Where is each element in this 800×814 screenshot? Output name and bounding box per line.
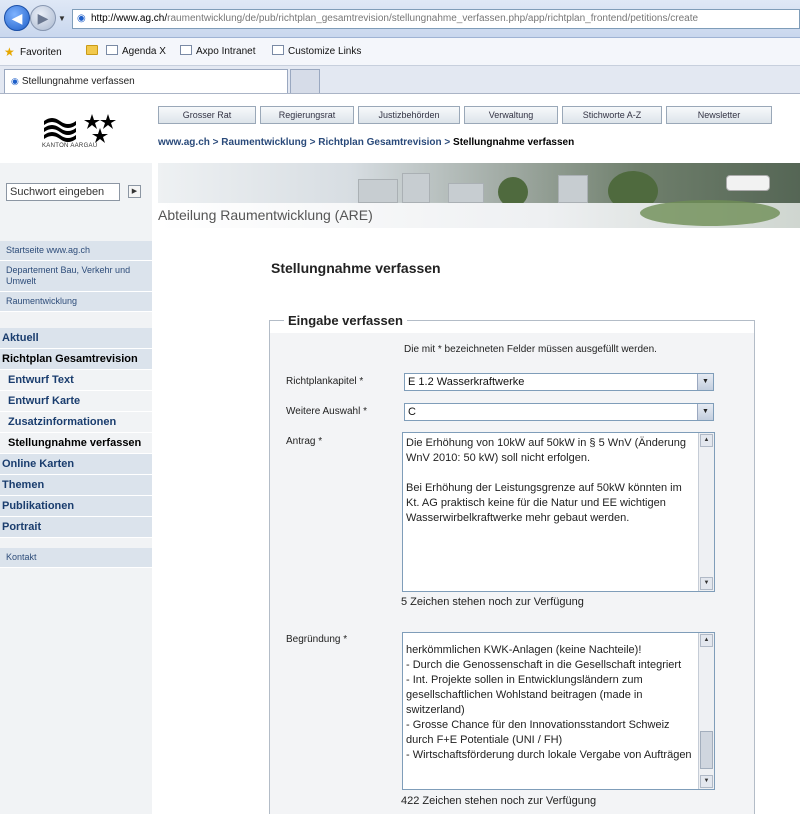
topnav-grosser-rat[interactable]: Grosser Rat <box>158 106 256 124</box>
breadcrumb-link-raumentwicklung[interactable]: Raumentwicklung <box>221 137 307 148</box>
topnav-stichworte[interactable]: Stichworte A-Z <box>562 106 662 124</box>
sidebar-item-online-karten[interactable]: Online Karten <box>0 454 152 475</box>
browser-toolbar <box>0 0 800 38</box>
fav-link-agenda[interactable] <box>106 45 166 57</box>
breadcrumb-separator: > <box>209 137 222 148</box>
sidebar-item-aktuell[interactable]: Aktuell <box>0 328 152 349</box>
address-path: raumentwicklung/de/pub/richtplan_gesamtrevision/stellungnahme_verfassen.php/app/richtplan_frontend/petitions/create <box>167 13 699 24</box>
weitere-auswahl-label: Weitere Auswahl * <box>286 406 367 417</box>
favorites-label: Favoriten <box>20 47 62 58</box>
antrag-paragraph: Die Erhöhung von 10kW auf 50kW in § 5 WnV (Änderung WnV 2010: 50 kW) soll nicht erfolgen. <box>406 437 687 464</box>
fav-link-label: Agenda X <box>122 46 166 57</box>
sidebar-link-kontakt[interactable]: Kontakt <box>0 548 152 568</box>
antrag-paragraph: Bei Erhöhung der Leistungsgrenze auf 50kW könnten im Kt. AG praktisch keine für die Natur und EE wichtigen Wasserwirbelkraftwerke mehr gebaut werden. <box>406 482 682 524</box>
tab-title: Stellungnahme verfassen <box>21 76 135 87</box>
chevron-down-icon: ▼ <box>697 404 713 420</box>
sidebar-subitem-stellungnahme[interactable]: Stellungnahme verfassen <box>0 433 152 454</box>
sidebar-link-startseite[interactable]: Startseite www.ag.ch <box>0 241 152 261</box>
sidebar-subitem-entwurf-text[interactable]: Entwurf Text <box>0 370 152 391</box>
scroll-thumb[interactable] <box>700 731 713 769</box>
scroll-down-icon[interactable]: ▼ <box>700 775 713 788</box>
begruendung-char-counter: 422 Zeichen stehen noch zur Verfügung <box>401 795 597 807</box>
history-dropdown-icon[interactable]: ▼ <box>58 14 66 23</box>
sidebar-item-themen[interactable]: Themen <box>0 475 152 496</box>
favorites-bar <box>0 38 800 66</box>
begruendung-label: Begründung * <box>286 634 348 645</box>
fav-link-label: Axpo Intranet <box>196 46 256 57</box>
clipped-line <box>406 632 696 634</box>
fav-link-axpo[interactable] <box>180 45 255 57</box>
department-subtitle: Abteilung Raumentwicklung (ARE) <box>158 203 800 228</box>
begruendung-scrollbar[interactable] <box>698 633 714 789</box>
antrag-scrollbar[interactable] <box>698 433 714 591</box>
topnav-justizbehoerden[interactable]: Justizbehörden <box>358 106 460 124</box>
tab-current[interactable] <box>4 69 288 93</box>
form-legend: Eingabe verfassen <box>284 313 407 328</box>
chevron-down-icon: ▼ <box>697 374 713 390</box>
richtplankapitel-value: E 1.2 Wasserkraftwerke <box>408 376 525 388</box>
breadcrumb <box>158 137 574 148</box>
address-bar[interactable] <box>72 9 800 29</box>
page-icon <box>180 45 192 55</box>
page-title: Stellungnahme verfassen <box>271 260 441 276</box>
breadcrumb-current: Stellungnahme verfassen <box>453 137 575 148</box>
begruendung-line: - Int. Projekte sollen in Entwicklungsländern zum gesellschaftlichen Wohlstand beitragen (made in switzerland) <box>406 674 643 716</box>
sidebar-top-links <box>0 241 152 312</box>
breadcrumb-link-home[interactable]: www.ag.ch <box>158 137 210 148</box>
breadcrumb-separator: > <box>306 137 319 148</box>
play-arrow-icon[interactable]: ▶ <box>128 185 141 198</box>
top-navigation <box>158 106 772 126</box>
page-icon <box>272 45 284 55</box>
fav-link-customize[interactable] <box>272 45 361 57</box>
antrag-textarea[interactable] <box>402 432 715 592</box>
header-banner-image <box>158 163 800 203</box>
scroll-up-icon[interactable]: ▲ <box>700 634 713 647</box>
begruendung-line: - Wirtschaftsförderung durch lokale Vergabe von Aufträgen <box>406 749 692 761</box>
address-host: http://www.ag.ch/ <box>91 13 168 24</box>
banner-greenery <box>640 200 780 226</box>
sidebar-item-richtplan[interactable]: Richtplan Gesamtrevision <box>0 349 152 370</box>
sidebar-item-portrait[interactable]: Portrait <box>0 517 152 538</box>
favorites-button[interactable] <box>4 45 62 58</box>
car-image <box>726 175 770 191</box>
sidebar-link-departement[interactable]: Departement Bau, Verkehr und Umwelt <box>0 261 152 292</box>
begruendung-textarea[interactable] <box>402 632 715 790</box>
sidebar-contact <box>0 548 152 568</box>
star-icon: ★ <box>4 45 15 59</box>
breadcrumb-link-richtplan[interactable]: Richtplan Gesamtrevision <box>318 137 442 148</box>
logo-caption: KANTON AARGAU <box>42 143 98 149</box>
fav-link-label: Customize Links <box>288 46 362 57</box>
globe-icon: ◉ <box>77 13 86 24</box>
folder-icon <box>86 45 98 55</box>
breadcrumb-separator: > <box>441 137 454 148</box>
begruendung-line: herkömmlichen KWK-Anlagen (keine Nachteile)! <box>406 644 642 656</box>
begruendung-line: - Durch die Genossenschaft in die Gesellschaft integriert <box>406 659 682 671</box>
topnav-newsletter[interactable]: Newsletter <box>666 106 772 124</box>
begruendung-line: - Grosse Chance für den Innovationsstandort Schweiz durch F+E Potentiale (UNI / FH) <box>406 719 670 746</box>
topnav-regierungsrat[interactable]: Regierungsrat <box>260 106 354 124</box>
richtplankapitel-label: Richtplankapitel * <box>286 376 364 387</box>
forward-arrow-icon[interactable]: ▶ <box>30 5 56 31</box>
required-fields-note: Die mit * bezeichneten Felder müssen ausgefüllt werden. <box>404 344 657 355</box>
weitere-auswahl-value: C <box>408 406 416 418</box>
sidebar-item-publikationen[interactable]: Publikationen <box>0 496 152 517</box>
page-icon <box>106 45 118 55</box>
page-favicon: ◉ <box>11 76 19 86</box>
richtplankapitel-select[interactable] <box>404 373 714 391</box>
antrag-char-counter: 5 Zeichen stehen noch zur Verfügung <box>401 596 584 608</box>
sidebar-nav <box>0 328 152 538</box>
sidebar-subitem-entwurf-karte[interactable]: Entwurf Karte <box>0 391 152 412</box>
weitere-auswahl-select[interactable] <box>404 403 714 421</box>
new-tab-button[interactable] <box>290 69 320 93</box>
back-arrow-icon[interactable]: ◀ <box>4 5 30 31</box>
scroll-up-icon[interactable]: ▲ <box>700 434 713 447</box>
tab-bar <box>0 66 800 94</box>
search-input[interactable] <box>6 183 120 201</box>
sidebar-subitem-zusatzinformationen[interactable]: Zusatzinformationen <box>0 412 152 433</box>
sidebar-link-raumentwicklung[interactable]: Raumentwicklung <box>0 292 152 312</box>
favorites-folder-icon[interactable] <box>86 45 102 57</box>
antrag-label: Antrag * <box>286 436 323 447</box>
topnav-verwaltung[interactable]: Verwaltung <box>464 106 558 124</box>
scroll-down-icon[interactable]: ▼ <box>700 577 713 590</box>
